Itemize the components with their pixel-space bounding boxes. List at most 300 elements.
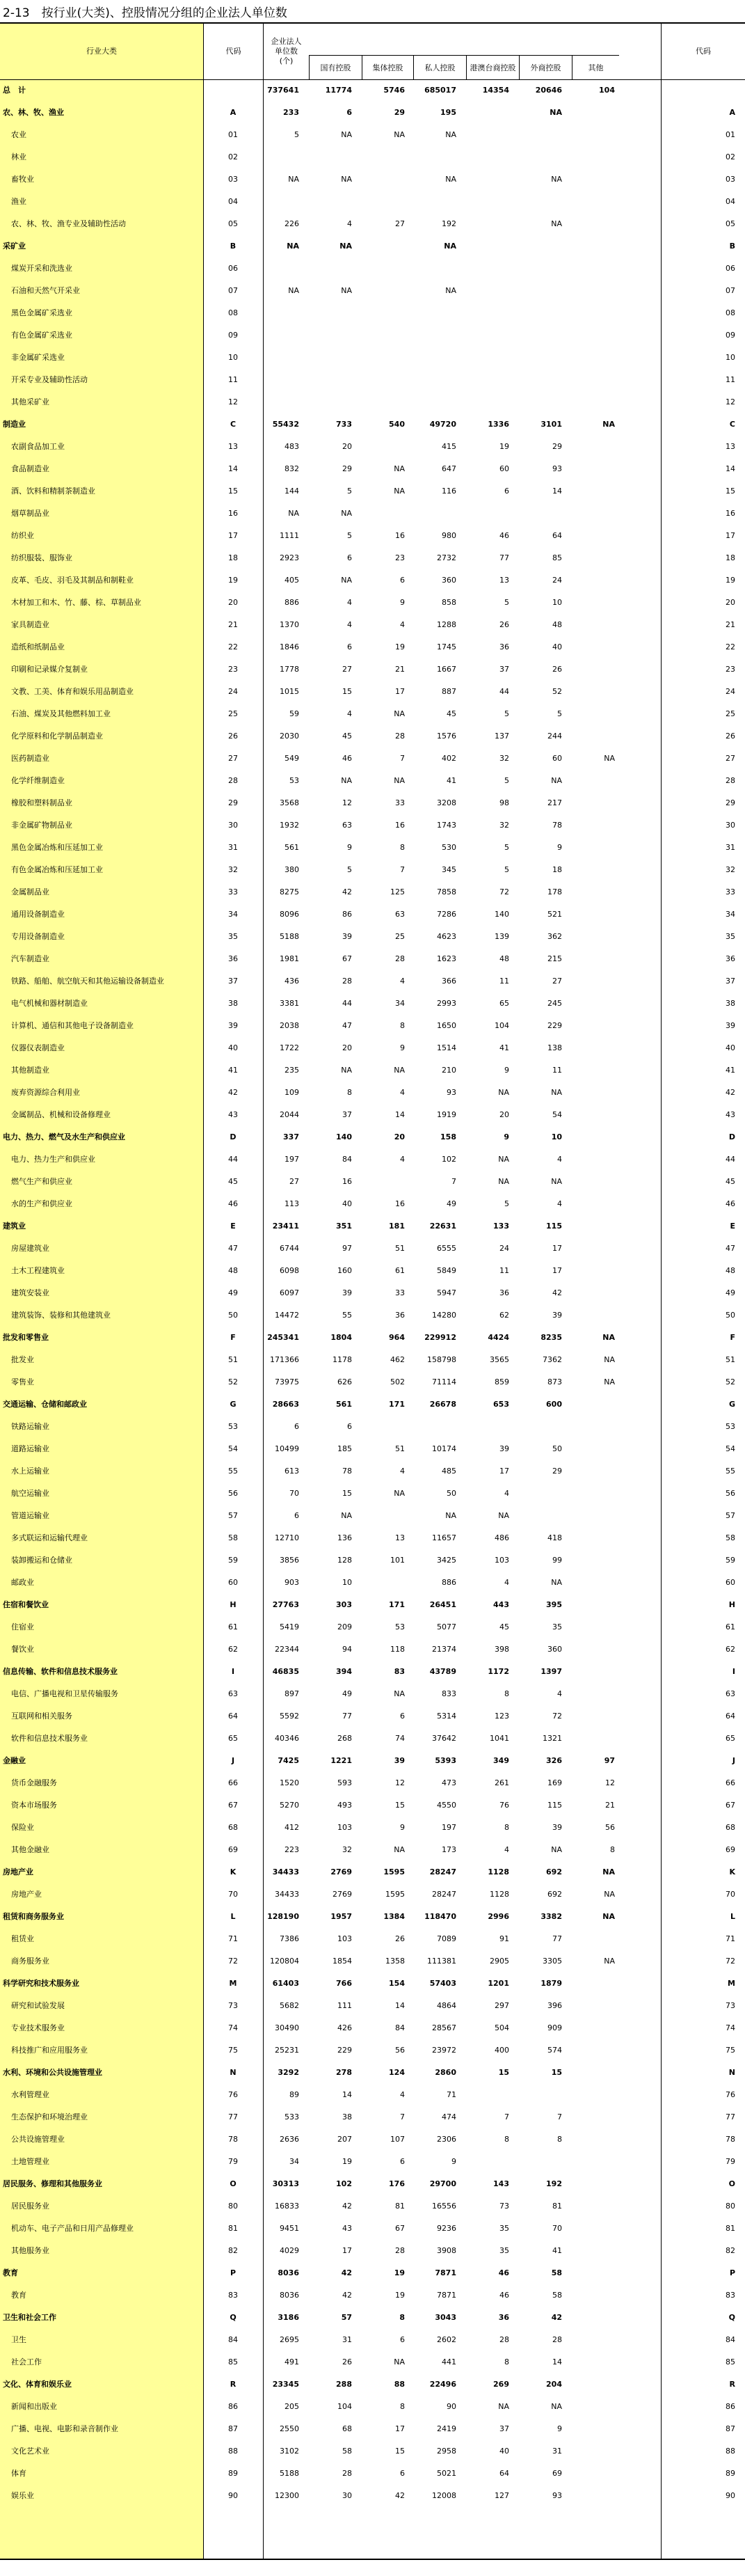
value-total: 7386: [280, 1934, 299, 1943]
value-state-owned: 561: [336, 1400, 352, 1409]
value-private: [413, 258, 456, 280]
value-hk-macao-taiwan: 64: [499, 2469, 509, 2478]
industry-name: 零售业: [11, 1377, 34, 1386]
value-other: [572, 1928, 615, 1950]
industry-code-right: 14: [726, 464, 735, 473]
value-private: NA: [445, 130, 456, 139]
value-foreign: 138: [547, 1043, 562, 1052]
table-row: [0, 369, 745, 391]
value-state-owned: 26: [342, 2357, 352, 2366]
industry-name: 文化艺术业: [11, 2447, 49, 2456]
value-foreign: NA: [551, 2402, 562, 2411]
industry-code: 66: [228, 1778, 238, 1787]
value-hk-macao-taiwan: 8: [504, 1689, 509, 1698]
value-collective: [362, 302, 405, 324]
value-hk-macao-taiwan: [466, 280, 509, 302]
value-hk-macao-taiwan: 7: [504, 2112, 509, 2121]
industry-code-right: 41: [726, 1066, 735, 1075]
industry-code: G: [230, 1400, 237, 1409]
industry-code: B: [230, 242, 237, 251]
industry-code: 71: [228, 1934, 238, 1943]
value-other: 8: [610, 1845, 615, 1854]
value-state-owned: 9: [347, 843, 352, 852]
value-other: [572, 302, 615, 324]
industry-code-right: 08: [726, 308, 735, 317]
value-state-owned: 42: [342, 2202, 352, 2211]
value-other: [572, 124, 615, 146]
category-row: [0, 2062, 745, 2084]
value-foreign: [519, 2151, 562, 2173]
industry-name: 开采专业及辅助性活动: [11, 375, 88, 384]
table-row: [0, 926, 745, 948]
industry-name: 水上运输业: [11, 1467, 49, 1476]
value-hk-macao-taiwan: [466, 102, 509, 124]
value-state-owned: 229: [337, 2046, 352, 2055]
industry-code: 30: [228, 821, 238, 830]
value-other: [572, 1193, 615, 1215]
industry-code-right: M: [728, 1979, 735, 1988]
industry-name: 交通运输、仓储和邮政业: [3, 1400, 87, 1409]
value-state-owned: 39: [342, 932, 352, 941]
industry-code: 65: [228, 1734, 238, 1743]
industry-code-right: 87: [726, 2424, 735, 2433]
industry-code-right: 31: [726, 843, 735, 852]
industry-code-right: P: [729, 2268, 735, 2277]
value-private: 5947: [437, 1288, 456, 1297]
value-total: 613: [285, 1467, 299, 1476]
industry-code: 31: [228, 843, 238, 852]
value-foreign: 11: [552, 1066, 562, 1075]
value-private: 192: [442, 219, 456, 228]
industry-name: 建筑安装业: [11, 1288, 49, 1297]
industry-code-right: 56: [726, 1489, 735, 1498]
value-total: 1520: [280, 1778, 299, 1787]
industry-code-right: 35: [726, 932, 735, 941]
value-collective: 19: [394, 2268, 405, 2277]
value-foreign: 204: [546, 2380, 562, 2389]
value-foreign: 3305: [543, 1957, 562, 1966]
industry-code-right: 61: [726, 1622, 735, 1631]
value-hk-macao-taiwan: NA: [498, 1155, 509, 1164]
industry-code-right: 02: [726, 152, 735, 161]
value-state-owned: 207: [337, 2135, 352, 2144]
industry-name: 住宿业: [11, 1622, 34, 1631]
industry-name: 其他服务业: [11, 2246, 49, 2255]
value-hk-macao-taiwan: 11: [499, 1266, 509, 1275]
value-other: [572, 2418, 615, 2440]
table-row: [0, 2418, 745, 2440]
value-total: 25231: [275, 2046, 299, 2055]
value-foreign: 192: [546, 2179, 562, 2188]
industry-name: 土木工程建筑业: [11, 1266, 65, 1275]
value-foreign: 26: [552, 665, 562, 674]
industry-name: 教育: [11, 2291, 26, 2300]
value-collective: 63: [395, 910, 405, 919]
value-hk-macao-taiwan: 9: [504, 1066, 509, 1075]
value-other: NA: [604, 1890, 615, 1899]
value-state-owned: [309, 369, 352, 391]
industry-code: 41: [228, 1066, 238, 1075]
value-foreign: 418: [547, 1533, 562, 1542]
value-state-owned: 5: [347, 531, 352, 540]
value-total: 73975: [275, 1377, 299, 1386]
value-total: 549: [285, 754, 299, 763]
value-collective: [362, 280, 405, 302]
industry-code-right: F: [730, 1333, 735, 1342]
value-other: [572, 1015, 615, 1037]
industry-name: 专用设备制造业: [11, 932, 65, 941]
value-state-owned: 8: [347, 1088, 352, 1097]
value-private: 2602: [437, 2335, 456, 2344]
industry-code: F: [230, 1333, 236, 1342]
industry-code-right: 58: [726, 1533, 735, 1542]
value-other: [572, 725, 615, 748]
value-state-owned: NA: [341, 286, 352, 295]
value-collective: 118: [390, 1645, 405, 1654]
value-private: NA: [445, 175, 456, 184]
industry-name: 家具制造业: [11, 620, 49, 629]
industry-code-right: 82: [726, 2246, 735, 2255]
value-foreign: 215: [547, 954, 562, 963]
value-state-owned: 47: [342, 1021, 352, 1030]
industry-name: 纺织业: [11, 531, 34, 540]
value-collective: 84: [395, 2023, 405, 2032]
value-total: 109: [285, 1088, 299, 1097]
value-hk-macao-taiwan: 2996: [488, 1912, 509, 1921]
value-hk-macao-taiwan: 297: [495, 2001, 509, 2010]
value-foreign: [519, 235, 562, 258]
value-total: 30313: [272, 2179, 299, 2188]
value-state-owned: [309, 347, 352, 369]
industry-code-right: 50: [726, 1311, 735, 1320]
industry-code: 57: [228, 1511, 238, 1520]
value-collective: 171: [389, 1400, 405, 1409]
value-foreign: 31: [552, 2447, 562, 2456]
industry-code: 47: [228, 1244, 238, 1253]
value-total: 6097: [280, 1288, 299, 1297]
industry-code: 38: [228, 999, 238, 1008]
value-state-owned: 4: [347, 598, 352, 607]
value-foreign: 4: [557, 1689, 562, 1698]
industry-name: 农、林、牧、渔专业及辅助性活动: [11, 219, 126, 228]
industry-code-right: 01: [726, 130, 735, 139]
industry-name: 互联网和相关服务: [11, 1712, 72, 1721]
value-total: 12300: [275, 2491, 299, 2500]
industry-name: 机动车、电子产品和日用产品修理业: [11, 2224, 134, 2233]
industry-code: 27: [228, 754, 238, 763]
value-total: 14472: [275, 1311, 299, 1320]
value-hk-macao-taiwan: 6: [504, 487, 509, 496]
value-collective: 19: [395, 2291, 405, 2300]
value-collective: 17: [395, 2424, 405, 2433]
industry-code-right: J: [732, 1756, 735, 1765]
value-private: 102: [442, 1155, 456, 1164]
industry-code-right: 30: [726, 821, 735, 830]
value-foreign: 48: [552, 620, 562, 629]
category-row: [0, 1861, 745, 1883]
value-collective: 4: [400, 977, 405, 986]
table-row: [0, 1995, 745, 2017]
value-other: [572, 168, 615, 191]
table-row: [0, 1794, 745, 1817]
table-row: [0, 1082, 745, 1104]
value-other: [572, 258, 615, 280]
value-total: 5270: [280, 1801, 299, 1810]
industry-name: 房地产业: [11, 1890, 42, 1899]
value-collective: 6: [400, 2469, 405, 2478]
industry-code: J: [231, 1756, 235, 1765]
header-industry: 行业大类: [86, 47, 117, 56]
table-row: [0, 2485, 745, 2507]
value-foreign: 3101: [540, 420, 562, 429]
header-private: 私人控股: [413, 55, 466, 79]
value-hk-macao-taiwan: 20: [499, 1110, 509, 1119]
value-foreign: 4: [557, 1155, 562, 1164]
value-other: [572, 837, 615, 859]
value-private: 71: [447, 2090, 456, 2099]
value-foreign: [519, 347, 562, 369]
value-total: 59: [289, 709, 299, 718]
industry-code: 17: [228, 531, 238, 540]
industry-name: 科技推广和应用服务业: [11, 2046, 88, 2055]
industry-name: 其他金融业: [11, 1845, 49, 1854]
value-foreign: 93: [552, 2491, 562, 2500]
value-other: [572, 480, 615, 503]
industry-name: 建筑业: [3, 1222, 26, 1231]
value-collective: 19: [395, 642, 405, 651]
value-other: [572, 2039, 615, 2062]
header-collective: 集体控股: [362, 55, 413, 79]
value-other: [572, 903, 615, 926]
value-foreign: 40: [552, 642, 562, 651]
value-hk-macao-taiwan: 37: [499, 665, 509, 674]
value-foreign: 521: [547, 910, 562, 919]
value-collective: NA: [394, 1066, 405, 1075]
value-total: 5592: [280, 1712, 299, 1721]
value-other: [572, 324, 615, 347]
value-state-owned: [309, 191, 352, 213]
value-collective: 12: [395, 1778, 405, 1787]
value-foreign: 245: [547, 999, 562, 1008]
value-total: 6098: [280, 1266, 299, 1275]
value-state-owned: 185: [337, 1444, 352, 1453]
value-foreign: [519, 2084, 562, 2106]
value-private: 2419: [437, 2424, 456, 2433]
value-foreign: [519, 146, 562, 168]
value-collective: 28: [395, 954, 405, 963]
value-foreign: 14: [552, 487, 562, 496]
value-foreign: 27: [552, 977, 562, 986]
value-private: 43789: [429, 1667, 456, 1676]
value-collective: 964: [389, 1333, 405, 1342]
value-collective: 1595: [385, 1890, 405, 1899]
industry-name: 仪器仪表制造业: [11, 1043, 65, 1052]
value-foreign: 29: [552, 442, 562, 451]
value-total: [263, 191, 299, 213]
value-hk-macao-taiwan: [466, 1416, 509, 1438]
table-row: [0, 1015, 745, 1037]
value-state-owned: 67: [342, 954, 352, 963]
value-other: NA: [604, 1355, 615, 1364]
value-state-owned: 32: [342, 1845, 352, 1854]
industry-code: N: [230, 2068, 237, 2077]
value-foreign: NA: [551, 219, 562, 228]
value-foreign: 20646: [535, 86, 562, 95]
industry-code: 75: [228, 2046, 238, 2055]
value-private: 1576: [437, 732, 456, 741]
value-state-owned: 78: [342, 1467, 352, 1476]
industry-code-right: 17: [726, 531, 735, 540]
industry-code-right: 19: [726, 576, 735, 585]
value-collective: 33: [395, 1288, 405, 1297]
value-foreign: 24: [552, 576, 562, 585]
industry-code-right: 60: [726, 1578, 735, 1587]
industry-code: I: [231, 1667, 235, 1676]
value-other: [572, 1059, 615, 1082]
industry-code: 44: [228, 1155, 238, 1164]
value-hk-macao-taiwan: 72: [499, 887, 509, 896]
value-private: 11657: [432, 1533, 456, 1542]
bottom-rule: [0, 2559, 745, 2560]
value-private: 4550: [437, 1801, 456, 1810]
table-row: [0, 2017, 745, 2039]
value-collective: 14: [395, 2001, 405, 2010]
industry-code-right: 51: [726, 1355, 735, 1364]
value-total: [263, 324, 299, 347]
value-private: [413, 1416, 456, 1438]
value-collective: 124: [389, 2068, 405, 2077]
value-other: [572, 391, 615, 413]
table-row: [0, 1549, 745, 1572]
value-hk-macao-taiwan: [466, 2084, 509, 2106]
industry-name: 通用设备制造业: [11, 910, 65, 919]
value-collective: 61: [395, 1266, 405, 1275]
industry-name: 酒、饮料和精制茶制造业: [11, 487, 95, 496]
industry-code: 70: [228, 1890, 238, 1899]
table-row: [0, 324, 745, 347]
industry-code-right: 09: [726, 331, 735, 340]
industry-code-right: 28: [726, 776, 735, 785]
value-collective: 154: [389, 1979, 405, 1988]
value-collective: 4: [400, 2090, 405, 2099]
value-total: 3102: [280, 2447, 299, 2456]
value-foreign: NA: [551, 175, 562, 184]
value-total: 6: [294, 1511, 299, 1520]
industry-code-right: O: [728, 2179, 735, 2188]
value-total: 405: [285, 576, 299, 585]
table-row: [0, 658, 745, 681]
value-other: [572, 1505, 615, 1527]
industry-code: 45: [228, 1177, 238, 1186]
industry-name: 体育: [11, 2469, 26, 2478]
industry-code: 29: [228, 798, 238, 807]
value-private: 9236: [437, 2224, 456, 2233]
industry-name: 文化、体育和娱乐业: [3, 2380, 72, 2389]
value-private: 5021: [437, 2469, 456, 2478]
value-hk-macao-taiwan: [466, 2151, 509, 2173]
value-collective: 42: [395, 2491, 405, 2500]
value-foreign: 10: [552, 598, 562, 607]
value-collective: 81: [395, 2202, 405, 2211]
value-private: 22496: [429, 2380, 456, 2389]
table-row: [0, 503, 745, 525]
value-total: 197: [285, 1155, 299, 1164]
value-hk-macao-taiwan: 137: [495, 732, 509, 741]
value-total: [263, 146, 299, 168]
value-state-owned: 15: [342, 1489, 352, 1498]
value-state-owned: 30: [342, 2491, 352, 2500]
industry-name: 渔业: [11, 197, 26, 206]
industry-name: 房屋建筑业: [11, 1244, 49, 1253]
value-other: [572, 146, 615, 168]
industry-code: 82: [228, 2246, 238, 2255]
value-hk-macao-taiwan: 443: [493, 1600, 509, 1609]
value-foreign: 9: [557, 843, 562, 852]
value-total: NA: [287, 242, 299, 251]
value-other: 56: [605, 1823, 615, 1832]
value-total: 27763: [272, 1600, 299, 1609]
value-other: [572, 2329, 615, 2351]
value-other: [572, 2396, 615, 2418]
value-foreign: 169: [547, 1778, 562, 1787]
industry-code: 87: [228, 2424, 238, 2433]
industry-code-right: 33: [726, 887, 735, 896]
table-row: [0, 480, 745, 503]
value-collective: 17: [395, 687, 405, 696]
industry-code: 20: [228, 598, 238, 607]
value-hk-macao-taiwan: 19: [499, 442, 509, 451]
value-foreign: 42: [551, 2313, 562, 2322]
industry-name: 木材加工和木、竹、藤、棕、草制品业: [11, 598, 141, 607]
table-row: [0, 2151, 745, 2173]
industry-code-right: 54: [726, 1444, 735, 1453]
value-collective: NA: [394, 487, 405, 496]
value-total: 120804: [270, 1957, 299, 1966]
value-state-owned: NA: [341, 1511, 352, 1520]
industry-name: 电力、热力生产和供应业: [11, 1155, 95, 1164]
table-row: [0, 168, 745, 191]
industry-code: 46: [228, 1199, 238, 1208]
category-row: [0, 1750, 745, 1772]
value-state-owned: [309, 302, 352, 324]
header-other: 其他: [572, 55, 619, 79]
value-foreign: 85: [552, 553, 562, 562]
industry-code: 55: [228, 1467, 238, 1476]
value-private: 49720: [429, 420, 456, 429]
industry-code-right: 10: [726, 353, 735, 362]
value-foreign: [519, 1416, 562, 1438]
value-hk-macao-taiwan: 46: [498, 2268, 509, 2277]
industry-code: 32: [228, 865, 238, 874]
table-row: [0, 1260, 745, 1282]
value-hk-macao-taiwan: 5: [504, 843, 509, 852]
value-state-owned: 2769: [333, 1890, 352, 1899]
value-state-owned: 6: [347, 642, 352, 651]
value-other: [572, 369, 615, 391]
value-hk-macao-taiwan: [466, 124, 509, 146]
value-hk-macao-taiwan: 4424: [488, 1333, 509, 1342]
value-hk-macao-taiwan: 65: [499, 999, 509, 1008]
value-hk-macao-taiwan: 73: [499, 2202, 509, 2211]
value-private: 402: [442, 754, 456, 763]
value-hk-macao-taiwan: 653: [493, 1400, 509, 1409]
value-hk-macao-taiwan: NA: [498, 2402, 509, 2411]
value-collective: [362, 235, 405, 258]
industry-name: 电信、广播电视和卫星传输服务: [11, 1689, 118, 1698]
value-hk-macao-taiwan: 8: [504, 2357, 509, 2366]
table-row: [0, 725, 745, 748]
value-private: 5393: [435, 1756, 456, 1765]
